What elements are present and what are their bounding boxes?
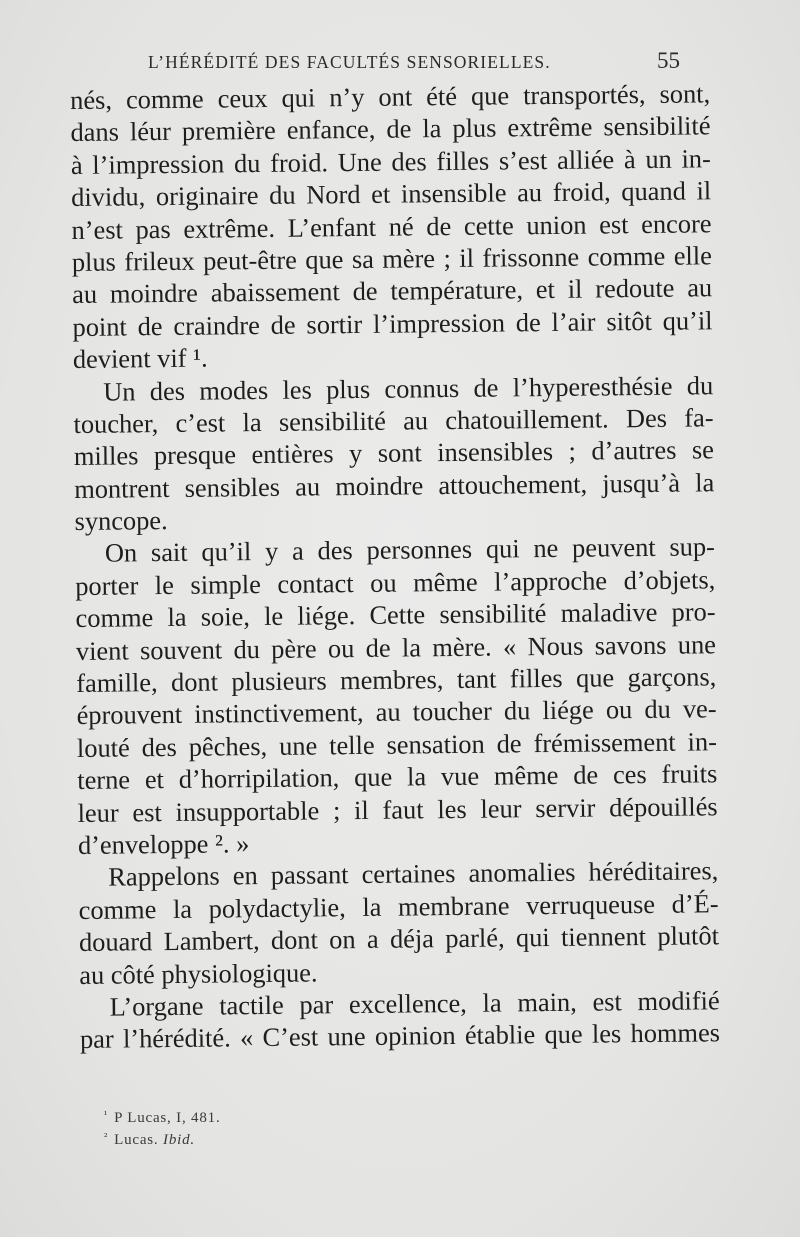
- page-number: 55: [657, 48, 680, 73]
- footnote-text: Lucas.: [114, 1132, 164, 1148]
- running-title: L’HÉRÉDITÉ DES FACULTÉS SENSORIELLES.: [148, 52, 551, 72]
- text-line: comme la soie, le liége. Cette sensibilité maladive pro-: [75, 596, 716, 634]
- paragraph: [73, 369, 715, 538]
- paragraph: [78, 855, 719, 991]
- text-line: dividu, originaire du Nord et insensible au froid, quand il: [71, 175, 712, 213]
- text-line: plus frileux peut-être que sa mère ; il frissonne comme elle: [71, 240, 712, 277]
- text-line: d’enveloppe ². »: [77, 828, 250, 860]
- text-line: douard Lambert, dont on a déja parlé, qui tiennent plutôt: [78, 920, 720, 958]
- text-line: louté des pêches, une telle sensation de frémissement in-: [76, 726, 718, 763]
- footnote-marker: ¹: [104, 1109, 109, 1121]
- paragraph: [70, 77, 713, 375]
- text-line: au moindre abaissement de température, et il redoute au: [72, 272, 713, 310]
- text-line: On sait qu’il y a des personnes qui ne peuvent sup-: [104, 531, 716, 569]
- paragraph: [79, 984, 720, 1055]
- text-line: point de craindre de sortir l’impression de l’air sitôt qu’il: [72, 305, 713, 342]
- footnote-italic-text: Ibid.: [163, 1132, 195, 1148]
- body-text: [70, 77, 720, 1055]
- text-line: par l’hérédité. « C’est une opinion établie que les hommes: [79, 1017, 721, 1055]
- text-line: syncope.: [74, 505, 168, 537]
- text-line: L’organe tactile par excellence, la main, est modifié: [109, 985, 720, 1022]
- footnote-text: P Lucas, I, 481.: [114, 1110, 221, 1126]
- footnote: [104, 1104, 404, 1126]
- text-line: vient souvent du père ou de la mère. « Nous savons une: [75, 628, 717, 666]
- text-line: comme la polydactylie, la membrane verruqueuse d’É-: [78, 888, 719, 925]
- text-line: terne et d’horripilation, que la vue même de ces fruits: [77, 758, 718, 796]
- footnotes: [104, 1104, 404, 1148]
- text-line: toucher, c’est la sensibilité au chatouillement. Des fa-: [73, 402, 714, 439]
- text-line: leur est insupportable ; il faut les leur servir dépouillés: [77, 790, 718, 828]
- running-head: [148, 48, 688, 74]
- text-line: montrent sensibles au moindre attouchement, jusqu’à la: [74, 466, 715, 504]
- paragraph: [75, 531, 718, 862]
- text-line: milles presque entières y sont insensibles ; d’autres se: [73, 434, 715, 472]
- text-line: Un des modes les plus connus de l’hyperesthésie du: [103, 369, 714, 407]
- text-line: devient vif ¹.: [72, 342, 208, 375]
- text-line: à l’impression du froid. Une des filles s’est alliée à un in-: [70, 143, 711, 180]
- text-line: Rappelons en passant certaines anomalies héréditaires,: [108, 855, 719, 893]
- text-line: famille, dont plusieurs membres, tant filles que garçons,: [76, 661, 717, 698]
- text-line: nés, comme ceux qui n’y ont été que transportés, sont,: [70, 78, 711, 115]
- footnote: [104, 1126, 404, 1148]
- text-line: porter le simple contact ou même l’approche d’objets,: [75, 564, 716, 601]
- text-line: n’est pas extrême. L’enfant né de cette union est encore: [71, 207, 712, 245]
- text-line: éprouvent instinctivement, au toucher du liége ou du ve-: [76, 693, 717, 731]
- footnote-marker: ²: [104, 1131, 109, 1143]
- text-line: au côté physiologique.: [79, 957, 318, 990]
- text-line: dans léur première enfance, de la plus extrême sensibilité: [70, 110, 711, 148]
